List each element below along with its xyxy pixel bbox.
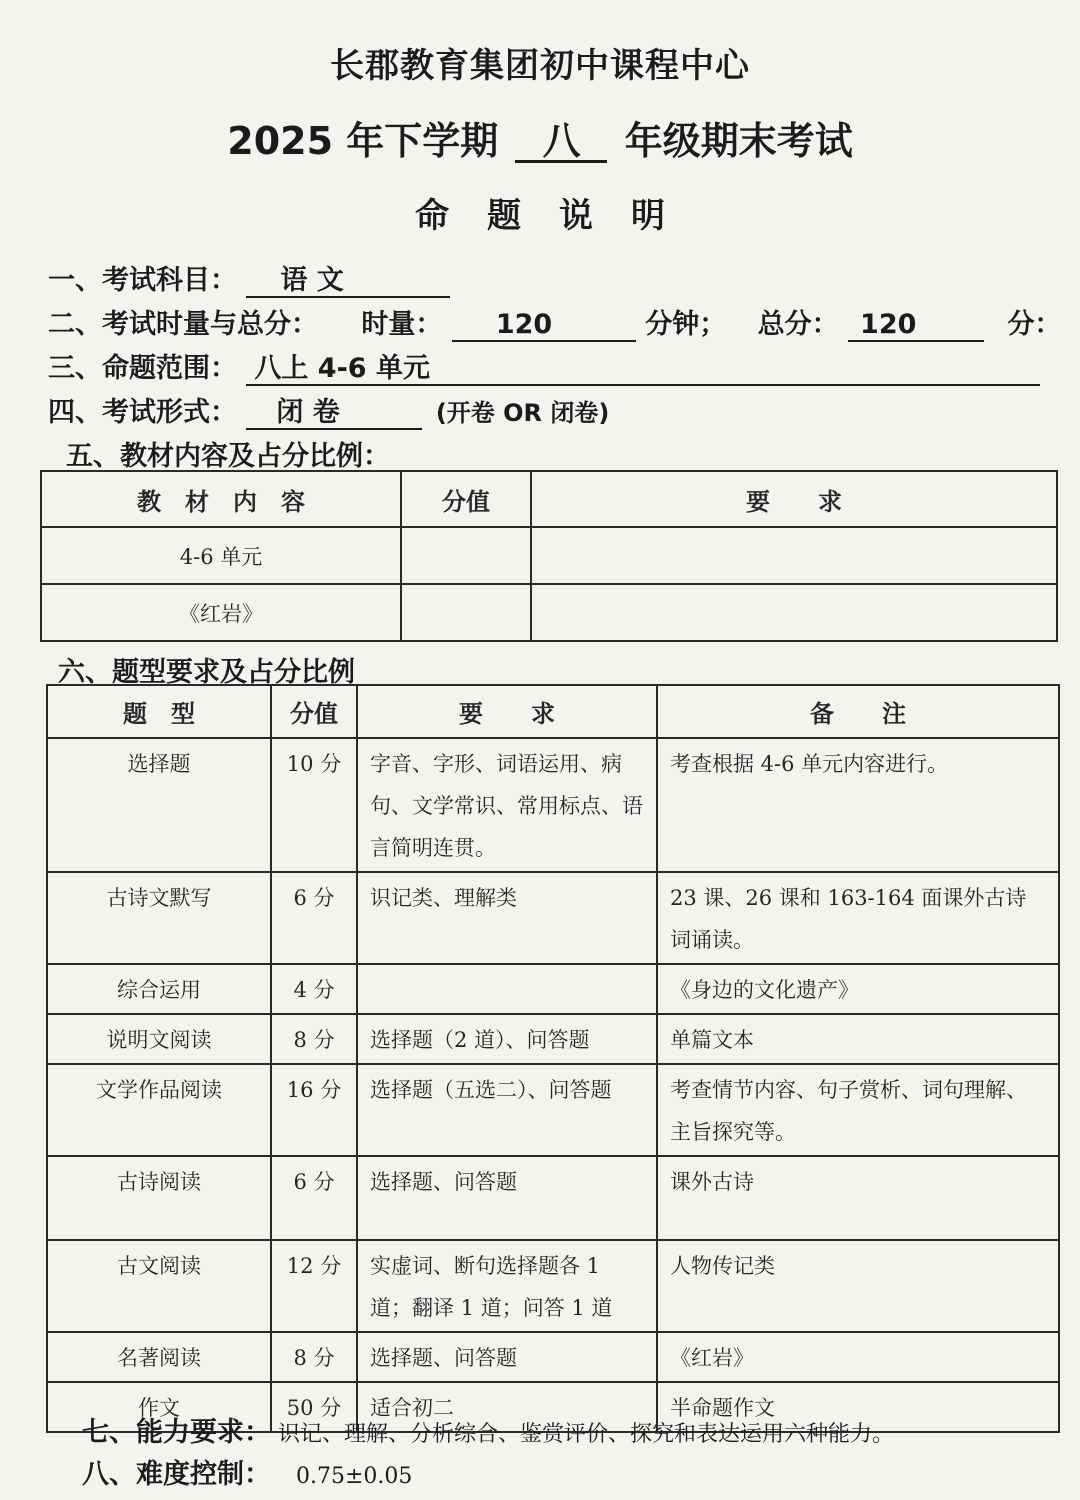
table-row — [41, 527, 1057, 584]
question-note-cell: 考查根据 4-6 单元内容进行。 — [657, 738, 1059, 872]
question-type-cell: 作文 — [47, 1382, 271, 1432]
table-row — [41, 584, 1057, 641]
total-unit: 分： — [1007, 309, 1062, 340]
material-col-score: 分值 — [401, 471, 531, 527]
total-label: 总分： — [757, 309, 839, 340]
question-score-cell: 10 分 — [271, 738, 357, 872]
format-line — [48, 390, 1058, 430]
question-requirement-cell: 识记类、理解类 — [357, 872, 657, 964]
question-type-table — [46, 684, 1060, 1433]
question-requirement-cell: 实虚词、断句选择题各 1 道；翻译 1 道；问答 1 道 — [357, 1240, 657, 1332]
question-note-cell: 《红岩》 — [657, 1332, 1059, 1382]
question-note-cell: 单篇文本 — [657, 1014, 1059, 1064]
question-header-row — [47, 685, 1059, 738]
scope-line — [48, 346, 1058, 386]
question-col-note: 备 注 — [657, 685, 1059, 738]
table-row — [47, 1064, 1059, 1156]
scope-value: 八上 4-6 单元 — [246, 354, 1040, 386]
question-requirement-cell: 适合初二 — [357, 1382, 657, 1432]
material-content-cell: 4-6 单元 — [41, 527, 401, 584]
duration-value: 120 — [452, 310, 636, 342]
question-score-cell: 6 分 — [271, 1156, 357, 1240]
table-row — [47, 1014, 1059, 1064]
question-requirement-cell: 选择题（五选二）、问答题 — [357, 1064, 657, 1156]
material-score-cell — [401, 527, 531, 584]
material-table — [40, 470, 1058, 642]
subject-value: 语 文 — [246, 266, 450, 298]
format-label: 四、考试形式： — [48, 397, 237, 428]
material-score-cell — [401, 584, 531, 641]
question-type-cell: 选择题 — [47, 738, 271, 872]
question-score-cell: 6 分 — [271, 872, 357, 964]
total-value: 120 — [848, 310, 984, 342]
time-score-line — [48, 302, 1062, 342]
question-score-cell: 50 分 — [271, 1382, 357, 1432]
question-col-type: 题 型 — [47, 685, 271, 738]
question-requirement-cell: 选择题、问答题 — [357, 1156, 657, 1240]
table-row — [47, 1240, 1059, 1332]
question-col-score: 分值 — [271, 685, 357, 738]
ability-line — [82, 1410, 894, 1449]
duration-label: 时量： — [361, 309, 443, 340]
question-note-cell: 考查情节内容、句子赏析、词句理解、主旨探究等。 — [657, 1064, 1059, 1156]
format-value: 闭 卷 — [246, 398, 422, 430]
exam-title — [0, 110, 1080, 165]
organization-title: 长郡教育集团初中课程中心 — [330, 46, 750, 86]
ability-label: 七、能力要求： — [82, 1417, 271, 1448]
grade-blank: 八 — [515, 122, 607, 163]
duration-unit: 分钟； — [645, 309, 727, 340]
material-col-content: 教 材 内 容 — [41, 471, 401, 527]
question-score-cell: 8 分 — [271, 1014, 357, 1064]
material-header-row — [41, 471, 1057, 527]
ability-value: 识记、理解、分析综合、鉴赏评价、探究和表达运用六种能力。 — [278, 1422, 895, 1447]
question-note-cell: 人物传记类 — [657, 1240, 1059, 1332]
question-type-cell: 古诗阅读 — [47, 1156, 271, 1240]
section6-title: 六、题型要求及占分比例 — [58, 657, 355, 688]
question-note-cell: 23 课、26 课和 163-164 面课外古诗词诵读。 — [657, 872, 1059, 964]
question-score-cell: 4 分 — [271, 964, 357, 1014]
question-type-cell: 综合运用 — [47, 964, 271, 1014]
material-content-cell: 《红岩》 — [41, 584, 401, 641]
difficulty-value: 0.75±0.05 — [296, 1464, 413, 1489]
question-score-cell: 12 分 — [271, 1240, 357, 1332]
question-note-cell: 半命题作文 — [657, 1382, 1059, 1432]
question-type-cell: 文学作品阅读 — [47, 1064, 271, 1156]
scope-label: 三、命题范围： — [48, 353, 237, 384]
section5-title: 五、教材内容及占分比例： — [66, 441, 390, 472]
question-requirement-cell: 字音、字形、词语运用、病句、文学常识、常用标点、语言简明连贯。 — [357, 738, 657, 872]
difficulty-label: 八、难度控制： — [82, 1459, 271, 1490]
subject-label: 一、考试科目： — [48, 265, 237, 296]
question-type-cell: 古诗文默写 — [47, 872, 271, 964]
exam-title-prefix: 2025 年下学期 — [227, 119, 499, 163]
question-score-cell: 8 分 — [271, 1332, 357, 1382]
table-row — [47, 1156, 1059, 1240]
format-note: (开卷 OR 闭卷) — [435, 399, 610, 427]
question-col-requirement: 要 求 — [357, 685, 657, 738]
question-requirement-cell: 选择题（2 道）、问答题 — [357, 1014, 657, 1064]
subject-line — [48, 258, 1058, 298]
document-heading: 命题说明 — [415, 196, 703, 236]
question-type-cell: 古文阅读 — [47, 1240, 271, 1332]
material-requirement-cell — [531, 584, 1057, 641]
table-row — [47, 1332, 1059, 1382]
question-type-cell: 名著阅读 — [47, 1332, 271, 1382]
table-row — [47, 872, 1059, 964]
question-requirement-cell — [357, 964, 657, 1014]
question-type-cell: 说明文阅读 — [47, 1014, 271, 1064]
material-col-requirement: 要 求 — [531, 471, 1057, 527]
question-note-cell: 《身边的文化遗产》 — [657, 964, 1059, 1014]
question-score-cell: 16 分 — [271, 1064, 357, 1156]
exam-title-suffix: 年级期末考试 — [624, 119, 853, 163]
time-score-label: 二、考试时量与总分： — [48, 309, 318, 340]
material-requirement-cell — [531, 527, 1057, 584]
question-note-cell: 课外古诗 — [657, 1156, 1059, 1240]
question-requirement-cell: 选择题、问答题 — [357, 1332, 657, 1382]
table-row — [47, 964, 1059, 1014]
difficulty-line — [82, 1452, 412, 1491]
table-row — [47, 738, 1059, 872]
